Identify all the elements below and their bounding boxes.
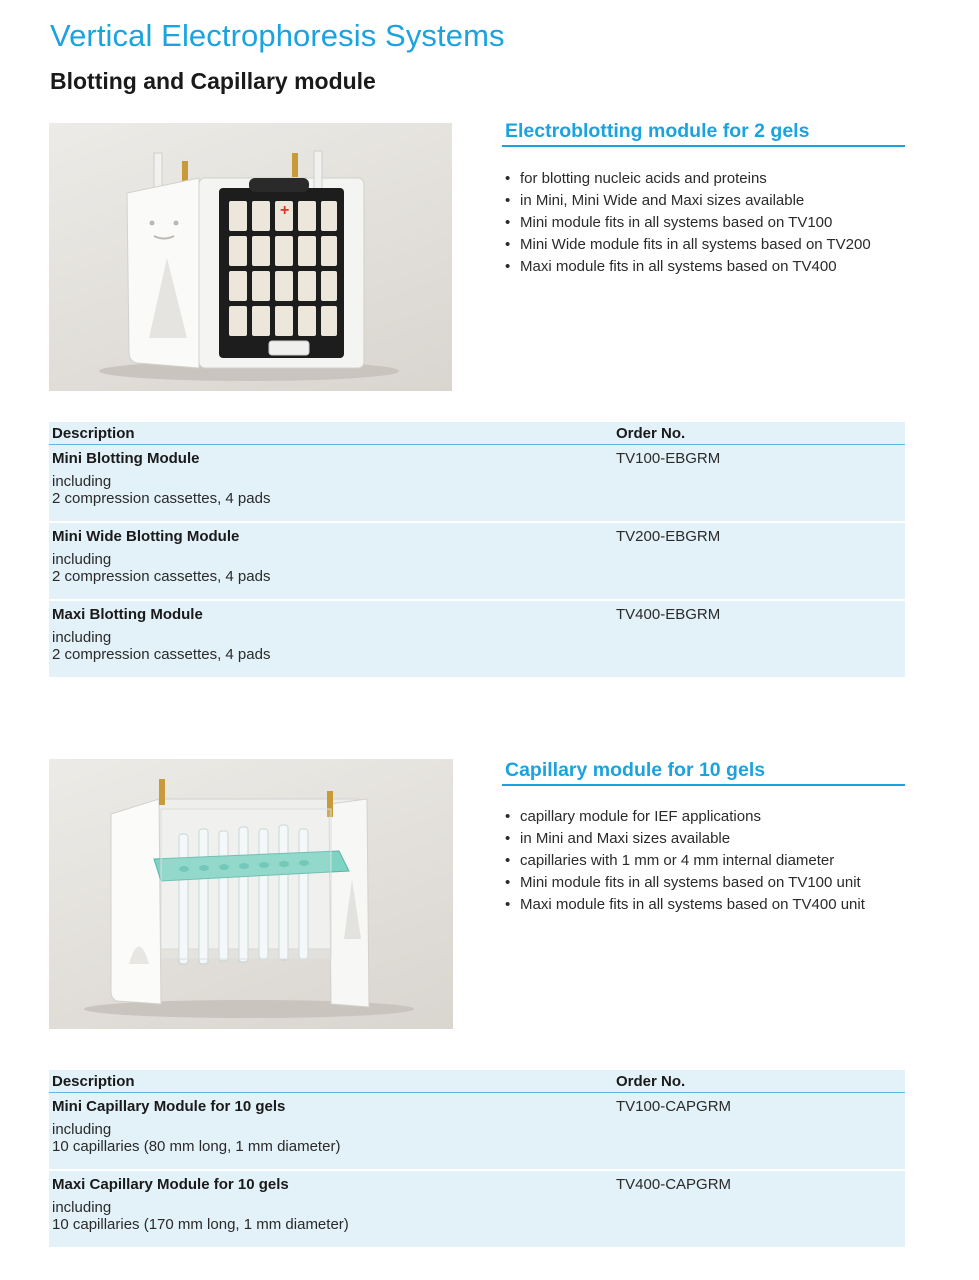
product-including: including	[52, 473, 112, 490]
column-header-order-no: Order No.	[616, 425, 686, 442]
column-header-order-no: Order No.	[616, 1073, 686, 1090]
order-number: TV100-CAPGRM	[616, 1098, 732, 1115]
list-item: • Maxi module fits in all systems based on TV400 unit	[505, 894, 865, 916]
order-number: TV100-EBGRM	[616, 450, 721, 467]
column-header-description: Description	[52, 425, 135, 442]
order-table-capillary	[49, 1070, 905, 1247]
product-detail: 10 capillaries (80 mm long, 1 mm diameter)	[52, 1138, 341, 1155]
table-row	[49, 523, 905, 601]
feature-list-electroblotting	[505, 168, 871, 278]
section-heading-capillary: Capillary module for 10 gels	[502, 759, 905, 786]
table-header	[49, 422, 905, 445]
order-table-electroblotting	[49, 422, 905, 677]
product-including: including	[52, 1199, 112, 1216]
svg-text:+: +	[280, 202, 290, 219]
list-item: • in Mini, Mini Wide and Maxi sizes available	[505, 190, 871, 212]
product-detail: 2 compression cassettes, 4 pads	[52, 646, 271, 663]
order-number: TV200-EBGRM	[616, 528, 721, 545]
list-item: • for blotting nucleic acids and proteins	[505, 168, 871, 190]
table-row	[49, 1093, 905, 1171]
table-row	[49, 445, 905, 523]
order-number: TV400-CAPGRM	[616, 1176, 732, 1193]
product-including: including	[52, 629, 112, 646]
column-header-description: Description	[52, 1073, 135, 1090]
feature-list-capillary	[505, 806, 865, 916]
product-detail: 2 compression cassettes, 4 pads	[52, 568, 271, 585]
order-number: TV400-EBGRM	[616, 606, 721, 623]
product-name: Mini Capillary Module for 10 gels	[52, 1098, 286, 1115]
table-row	[49, 1171, 905, 1247]
list-item: • capillary module for IEF applications	[505, 806, 865, 828]
table-header	[49, 1070, 905, 1093]
product-including: including	[52, 551, 112, 568]
section-heading-electroblotting: Electroblotting module for 2 gels	[502, 120, 905, 147]
page-title: Vertical Electrophoresis Systems	[50, 18, 505, 53]
product-name: Mini Blotting Module	[52, 450, 200, 467]
list-item: • Mini module fits in all systems based on TV100	[505, 212, 871, 234]
page-subtitle: Blotting and Capillary module	[50, 68, 376, 94]
product-name: Maxi Capillary Module for 10 gels	[52, 1176, 289, 1193]
product-detail: 2 compression cassettes, 4 pads	[52, 490, 271, 507]
product-name: Maxi Blotting Module	[52, 606, 203, 623]
list-item: • Mini module fits in all systems based on TV100 unit	[505, 872, 865, 894]
list-item: • in Mini and Maxi sizes available	[505, 828, 865, 850]
capillary-module-photo	[49, 759, 453, 1029]
list-item: • Mini Wide module fits in all systems based on TV200	[505, 234, 871, 256]
electroblotting-module-photo	[49, 123, 452, 391]
product-name: Mini Wide Blotting Module	[52, 528, 240, 545]
product-including: including	[52, 1121, 112, 1138]
table-row	[49, 601, 905, 677]
list-item: • capillaries with 1 mm or 4 mm internal diameter	[505, 850, 865, 872]
product-detail: 10 capillaries (170 mm long, 1 mm diameter)	[52, 1216, 349, 1233]
list-item: • Maxi module fits in all systems based on TV400	[505, 256, 871, 278]
